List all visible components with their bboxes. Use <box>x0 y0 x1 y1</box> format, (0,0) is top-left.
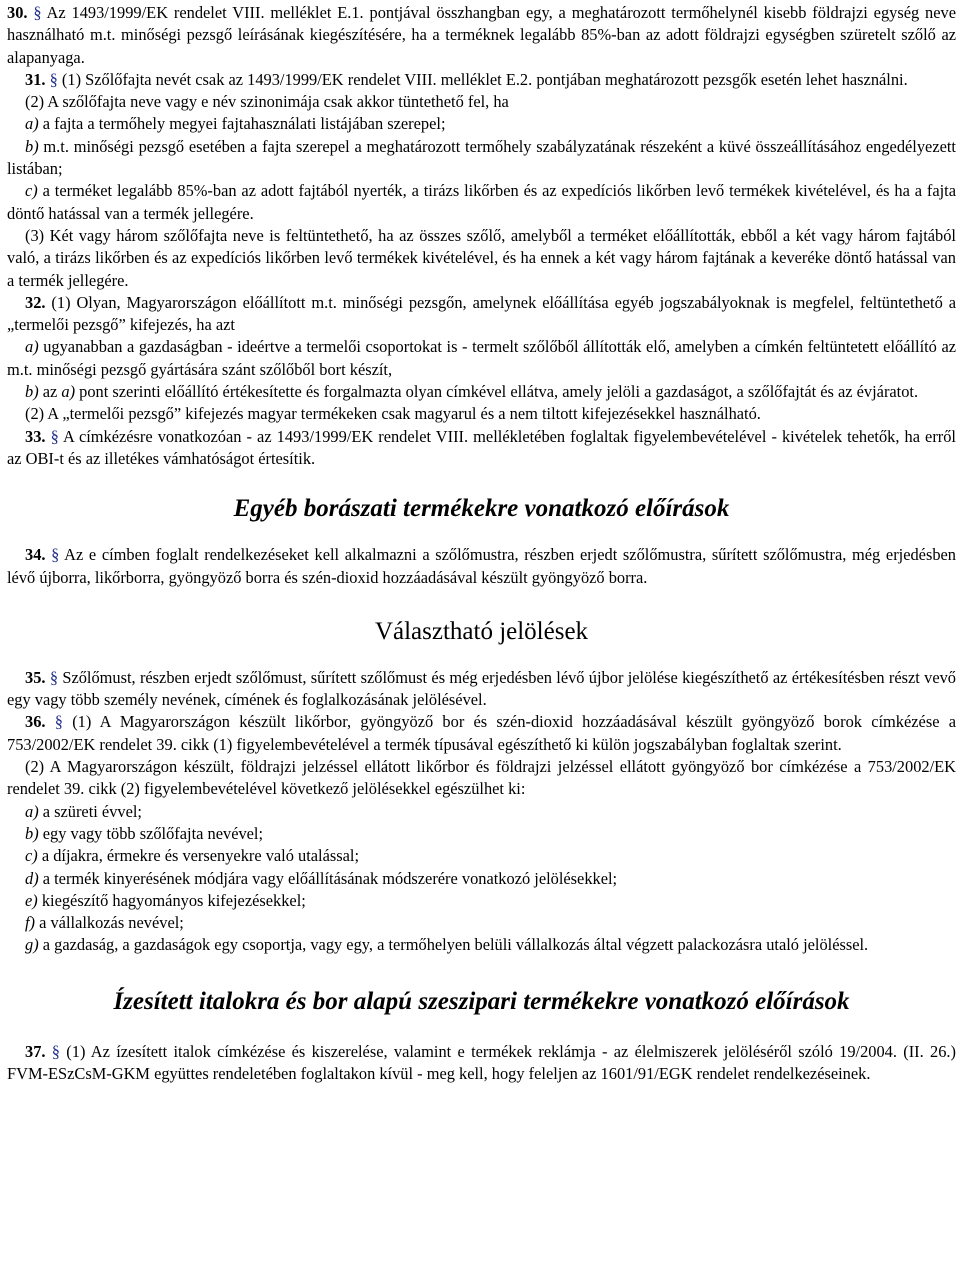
section-sign-link[interactable]: § <box>50 426 59 446</box>
paragraph-31-2 <box>7 91 956 113</box>
list-marker: b) <box>25 136 39 156</box>
paragraph-30 <box>7 2 956 69</box>
section-sign-link[interactable]: § <box>51 545 60 565</box>
paragraph-text: pont szerinti előállító értékesítette és forgalmazta olyan címkével ellátva, amely jelöli a gazdaságot, a szőlőfajtát és az évjáratot. <box>75 382 919 402</box>
list-marker: a) <box>61 382 76 402</box>
paragraph-text: Szőlőmust, részben erjedt szőlőmust, sűrített szőlőmust és még erjedésben lévő újbor jelölése kiegészíthető az értékesítésben részt vevő egy vagy több személy nevének, címének és foglalkozásának jelölésével. <box>7 667 956 710</box>
paragraph-text: az <box>38 382 62 402</box>
paragraph-34 <box>7 544 956 589</box>
paragraph-32-1-a <box>7 336 956 381</box>
section-number: 35. <box>25 667 46 687</box>
paragraph-36-2-a <box>7 801 956 823</box>
paragraph-text: a terméket legalább 85%-ban az adott fajtából nyerték, a tirázs likőrben és az expedíciós likőrben levő termékek kivételével, és ha a fajta döntő hatással van a termék jellegére. <box>7 181 956 223</box>
paragraph-32-1 <box>7 292 956 337</box>
list-marker: c) <box>25 846 38 866</box>
list-marker: b) <box>25 823 39 843</box>
section-sign-link[interactable]: § <box>51 1041 60 1061</box>
paragraph-text <box>46 712 55 731</box>
list-marker: a) <box>25 337 39 357</box>
paragraph-text: a termék kinyerésének módjára vagy előállításának módszerére vonatkozó jelölésekkel; <box>38 868 618 888</box>
list-marker: g) <box>25 935 39 955</box>
heading-optional-labelling: Választható jelölések <box>374 617 589 645</box>
section-number: 37. <box>25 1041 46 1061</box>
paragraph-36-2-f <box>7 912 956 934</box>
paragraph-text: a vállalkozás nevével; <box>35 913 184 933</box>
list-marker: f) <box>25 913 36 933</box>
paragraph-31-2-a <box>7 113 956 135</box>
paragraph-text: (1) Az ízesített italok címkézése és kiszerelése, valamint e termékek reklámja - az élelmiszerek jelöléséről szóló 19/2004. (II. 26.) FVM-ESzCsM-GKM együttes rendeletében foglaltakon kívül - meg kell, hogy feleljen az 1601/91/EGK rendelet rendelkezéseinek. <box>7 1041 956 1083</box>
paragraph-36-2-b <box>7 823 956 845</box>
section-sign-link[interactable]: § <box>49 69 58 89</box>
paragraph-36-2-g <box>7 934 956 956</box>
paragraph-text: kiegészítő hagyományos kifejezésekkel; <box>37 890 306 910</box>
paragraph-text: a szüreti évvel; <box>38 801 142 821</box>
paragraph-36-2-d <box>7 868 956 890</box>
paragraph-text: ugyanabban a gazdaságban - ideértve a termelői csoportokat is - termelt szőlőből állították elő, amelyben a címkén feltüntetett előállító az m.t. minőségi pezsgő gyártására szánt szőlőből bort készít, <box>7 337 956 379</box>
paragraph-text: a gazdaság, a gazdaságok egy csoportja, vagy egy, a termőhelyen belüli vállalkozás által végzett palackozásra utaló jelöléssel. <box>38 935 869 955</box>
paragraph-36-1 <box>7 711 956 756</box>
list-marker: d) <box>25 868 39 888</box>
paragraph-31-3 <box>7 225 956 292</box>
paragraph-text: (2) A Magyarországon készült, földrajzi jelzéssel ellátott likőrbor és földrajzi jelzéssel ellátott gyöngyöző bor címkézése a 753/2002/EK rendelet 39. cikk (2) figyelembevételével következő jelölésekkel egészülhet ki: <box>7 757 956 799</box>
list-marker: a) <box>25 801 39 821</box>
list-marker: c) <box>25 181 38 201</box>
paragraph-31-1 <box>7 69 956 91</box>
section-number: 36. <box>25 712 46 732</box>
paragraph-text: (1) Olyan, Magyarországon előállított m.t. minőségi pezsgőn, amelynek előállítása egyéb jogszabályoknak is megfelel, feltüntethető a „termelői pezsgő” kifejezés, ha azt <box>7 292 956 335</box>
paragraph-36-2-e <box>7 890 956 912</box>
paragraph-text: egy vagy több szőlőfajta nevével; <box>38 823 264 843</box>
paragraph-text: A címkézésre vonatkozóan - az 1493/1999/EK rendelet VIII. mellékletében foglaltak figyelembevételével - kivételek tehetők, ha erről az OBI-t és az illetékes vámhatóságot értesítik. <box>7 426 956 468</box>
paragraph-text: (3) Két vagy három szőlőfajta neve is feltüntethető, ha az összes szőlő, amelyből a terméket előállították, ebből a két vagy három fajtából való, a tirázs likőrben és az expedíciós likőrben levő termékek kivételével, és ha ennek a két vagy három fajtának a keveréke döntő hatással van a termék jellegére. <box>7 225 956 290</box>
paragraph-text: (1) A Magyarországon készült likőrbor, gyöngyöző bor és szén-dioxid hozzáadásával készült gyöngyöző borok címkézése a 753/2002/EK rendelet 39. cikk (1) figyelembevételével a termék típusával egészíthető ki külön jogszabályban foglaltak szerint. <box>7 712 956 754</box>
section-number: 31. <box>25 69 46 89</box>
paragraph-text: m.t. minőségi pezsgő esetében a fajta szerepel a meghatározott termőhely szabályzatának részeként a küvé összeállításához engedélyezett listában; <box>7 136 956 179</box>
section-number: 30. <box>7 3 28 22</box>
paragraph-text: (1) Szőlőfajta nevét csak az 1493/1999/EK rendelet VIII. melléklet E.2. pontjában meghatározott pezsgők esetén lehet használni. <box>57 69 908 89</box>
paragraph-35 <box>7 667 956 712</box>
heading-other-wine-products: Egyéb borászati termékekre vonatkozó előírások <box>233 495 730 523</box>
heading-flavoured-drinks: Ízesített italokra és bor alapú szeszipari termékekre vonatkozó előírások <box>113 987 850 1015</box>
paragraph-text: (2) A „termelői pezsgő” kifejezés magyar termékeken csak magyarul és a nem tiltott kifejezésekkel használható. <box>25 404 761 424</box>
paragraph-32-2 <box>7 403 956 425</box>
list-marker: a) <box>25 114 39 134</box>
section-sign-link[interactable]: § <box>33 3 42 22</box>
paragraph-text: Az 1493/1999/EK rendelet VIII. melléklet E.1. pontjával összhangban egy, a meghatározott termőhelynél kisebb földrajzi egység neve használható m.t. minőségi pezsgő leírásának kiegészítésére, ha a terméknek legalább 85%-ban az adott földrajzi egységben szüretelt szőlő az alapanyaga. <box>7 3 956 67</box>
paragraph-31-2-c <box>7 180 956 225</box>
section-sign-link[interactable]: § <box>49 667 59 687</box>
paragraph-text: Az e címben foglalt rendelkezéseket kell alkalmazni a szőlőmustra, részben erjedt szőlőmustra, sűrített szőlőmustra, még erjedésben lévő újborra, likőrborra, gyöngyöző borra és szén-dioxid hozzáadásával készült gyöngyöző borra. <box>7 545 956 587</box>
list-marker: b) <box>25 382 39 402</box>
section-sign-link[interactable]: § <box>54 712 63 732</box>
paragraph-36-2-c <box>7 845 956 867</box>
list-marker: e) <box>25 890 38 910</box>
paragraph-33 <box>7 426 956 471</box>
paragraph-36-2 <box>7 756 956 801</box>
paragraph-37 <box>7 1041 956 1086</box>
paragraph-32-1-b <box>7 381 956 403</box>
section-number: 32. <box>25 292 46 312</box>
section-number: 34. <box>25 545 46 565</box>
paragraph-31-2-b <box>7 136 956 181</box>
paragraph-text: a fajta a termőhely megyei fajtahasználati listájában szerepel; <box>38 114 446 134</box>
paragraph-text: a díjakra, érmekre és versenyekre való utalással; <box>37 846 360 866</box>
section-number: 33. <box>25 426 46 446</box>
paragraph-text: (2) A szőlőfajta neve vagy e név szinonimája csak akkor tüntethető fel, ha <box>25 92 509 112</box>
